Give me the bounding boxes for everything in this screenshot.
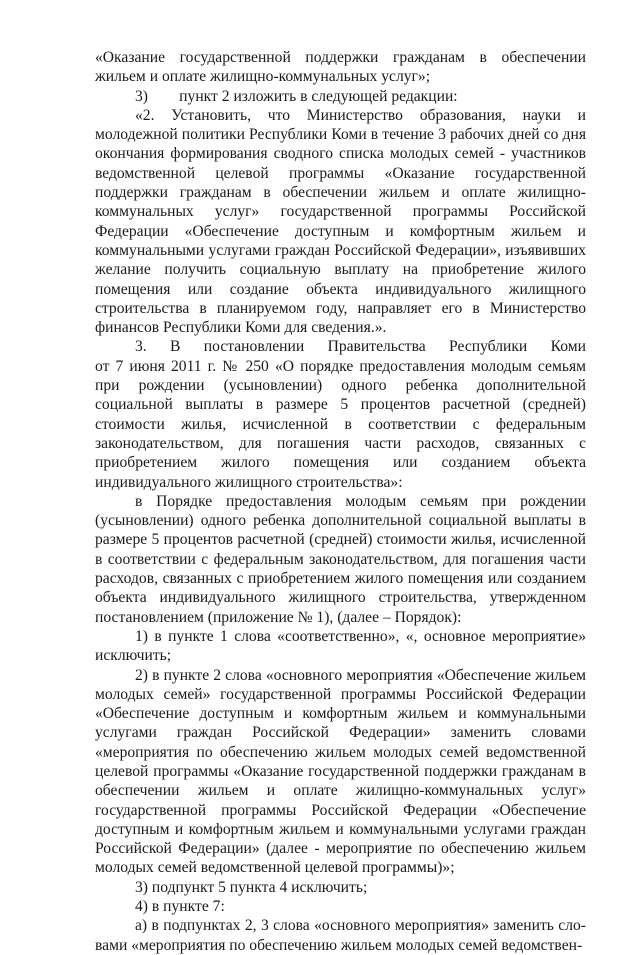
section-word: Коми [550, 338, 586, 356]
paragraph-sub-4: 4) в пункте 7: [135, 898, 225, 916]
paragraph-sub-4a: а) в подпунктах 2, 3 слова «основного мероприятия» заменить словами «мероприятия по обеспечению жильем молодых семей ведомствен- [95, 917, 586, 954]
paragraph-continuation: «Оказание государственной поддержки гражданам в обеспечении жильем и оплате жилищно-коммунальных услуг»; [95, 49, 586, 86]
paragraph-section-3-body: от 7 июня 2011 г. № 250 «О порядке предоставления молодым семьям при рождении (усыновлении) одного ребенка дополнительной социальной выплаты в размере 5 процентов расчетной (средней) стоимости жилья, исчисленной в соответствии с федеральным законодательством, для погашения части расходов, связанных с приобретением жилого помещения или созданием объекта индивидуального жилищного строительства»: [95, 357, 586, 491]
paragraph-section-3-heading [95, 337, 586, 356]
section-word: постановлении [203, 338, 305, 356]
document-body [95, 48, 586, 955]
section-word: В [170, 338, 181, 356]
paragraph-sub-1: 1) в пункте 1 слова «соответственно», «, основное мероприятие» исключить; [95, 627, 586, 665]
paragraph-item-3: 3) пункт 2 изложить в следующей редакции: [135, 87, 458, 105]
paragraph-sub-3: 3) подпункт 5 пункта 4 исключить; [135, 878, 368, 896]
section-number: 3. [135, 338, 147, 356]
paragraph-sub-2: 2) в пункте 2 слова «основного мероприятия «Обеспечение жильем молодых семей» государственной программы Российской Федерации «Обеспечение доступным и комфортным жильем и коммунальными услугами граждан Российской Федерации» заменить словами «мероприятия по обеспечению жильем молодых семей ведомственной целевой программы «Оказание государственной поддержки гражданам в обеспечении жильем и оплате жилищно-коммунальных услуг» государственной программы Российской Федерации «Обеспечение доступным и комфортным жильем и коммунальными услугами граждан Российской Федерации» (далее - мероприятие по обеспечению жильем молодых семей ведомственной целевой программы)»; [95, 666, 586, 877]
section-word: Правительства [327, 338, 426, 356]
paragraph-procedure: в Порядке предоставления молодым семьям при рождении (усыновлении) одного ребенка дополнительной социальной выплаты в размере 5 процентов расчетной (средней) стоимости жилья, исчисленной в соответствии с федеральным законодательством, для погашения части расходов, связанных с приобретением жилого помещения или созданием объекта индивидуального жилищного строительства, утвержденном постановлением (приложение № 1), (далее – Порядок): [95, 492, 586, 626]
section-word: Республики [449, 338, 528, 356]
paragraph-new-wording: «2. Установить, что Министерство образования, науки и молодежной политики Республики Коми в течение 3 рабочих дней со дня окончания формирования сводного списка молодых семей - участников ведомственной целевой программы «Оказание государственной поддержки гражданам в обеспечении жильем и оплате жилищно-коммунальных услуг» государственной программы Российской Федерации «Обеспечение доступным и комфортным жильем и коммунальными услугами граждан Российской Федерации», изъявивших желание получить социальную выплату на приобретение жилого помещения или создание объекта индивидуального жилищного строительства в планируемом году, направляет его в Министерство финансов Республики Коми для сведения.». [95, 106, 586, 337]
